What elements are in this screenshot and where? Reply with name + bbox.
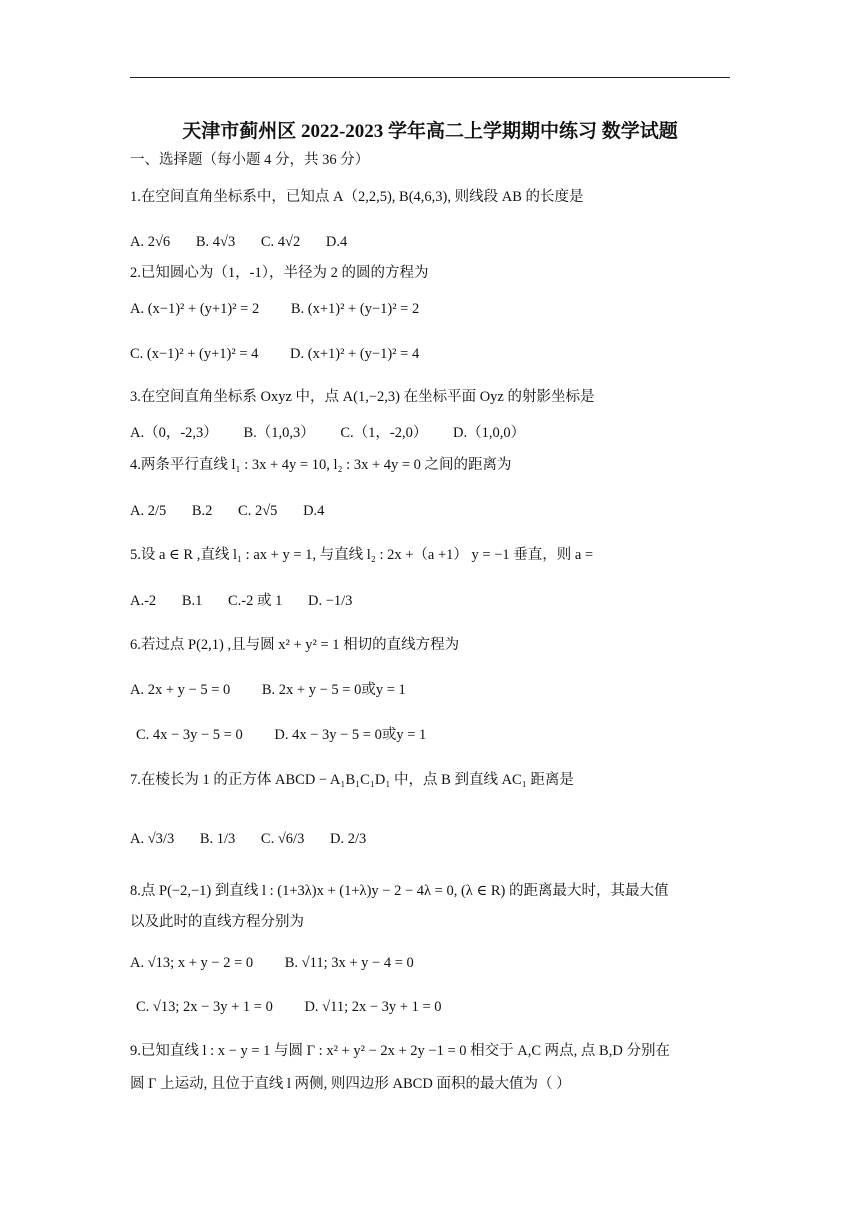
question-7-stem: 7.在棱长为 1 的正方体 ABCD − A₁B₁C₁D₁ 中，点 B 到直线 AC₁ 距离是	[130, 772, 574, 788]
option-b: B. √11; 3x + y − 4 = 0	[284, 954, 414, 971]
option-d: D. √11; 2x − 3y + 1 = 0	[304, 998, 442, 1015]
question-5-options	[130, 590, 374, 611]
question-2-options-row2	[130, 343, 441, 364]
option-b: B. 4√3	[195, 233, 236, 250]
option-d: D. 4x − 3y − 5 = 0或y = 1	[274, 726, 427, 743]
page-title: 天津市蓟州区 2022-2023 学年高二上学期期中练习 数学试题	[182, 121, 678, 142]
option-d: D. −1/3	[307, 592, 353, 609]
option-d: D.4	[325, 233, 348, 250]
option-a: A. (x−1)² + (y+1)² = 2	[130, 300, 260, 317]
question-6-stem: 6.若过点 P(2,1) ,且与圆 x² + y² = 1 相切的直线方程为	[130, 637, 460, 653]
question-9-stem: 9.已知直线 l : x − y = 1 与圆 Γ : x² + y² − 2x + 2y −1 = 0 相交于 A,C 两点, 点 B,D 分别在	[130, 1043, 670, 1059]
option-b: B.2	[191, 502, 213, 519]
option-a: A. 2x + y − 5 = 0	[130, 681, 231, 698]
question-3-stem: 3.在空间直角坐标系 Oxyz 中，点 A(1,−2,3) 在坐标平面 Oyz 的射影坐标是	[130, 389, 595, 405]
option-d: D.4	[303, 502, 325, 519]
question-9-stem-cont: 圆 Γ 上运动, 且位于直线 l 两侧, 则四边形 ABCD 面积的最大值为（ ）	[130, 1076, 571, 1092]
question-8-stem: 8.点 P(−2,−1) 到直线 l : (1+3λ)x + (1+λ)y − 2 − 4λ = 0, (λ ∈ R) 的距离最大时，其最大值	[130, 883, 669, 899]
question-6-options-row2	[136, 724, 448, 745]
option-c: C.（1，-2,0）	[340, 424, 428, 441]
option-a: A. √13; x + y − 2 = 0	[130, 954, 254, 971]
option-d: D. (x+1)² + (y−1)² = 4	[290, 345, 420, 362]
question-5-stem: 5.设 a ∈ R ,直线 l₁ : ax + y = 1, 与直线 l₂ : 2x +（a +1） y = −1 垂直，则 a =	[130, 547, 594, 563]
question-2-options-row1	[130, 298, 441, 319]
question-8-options-row1	[130, 952, 436, 973]
option-b: B. (x+1)² + (y−1)² = 2	[290, 300, 420, 317]
question-8-options-row2	[136, 996, 464, 1017]
option-a: A. √3/3	[130, 830, 175, 847]
option-c: C. 4x − 3y − 5 = 0	[136, 726, 243, 743]
top-rule	[130, 77, 730, 78]
option-c: C. 4√2	[260, 233, 301, 250]
option-c: C. 2√5	[238, 502, 278, 519]
option-d: D. 2/3	[329, 830, 367, 847]
option-b: B. 1/3	[199, 830, 236, 847]
question-6-options-row1	[130, 679, 428, 700]
question-2-stem: 2.已知圆心为（1，-1），半径为 2 的圆的方程为	[130, 265, 429, 281]
option-c: C. √6/3	[260, 830, 305, 847]
option-b: B. 2x + y − 5 = 0或y = 1	[261, 681, 406, 698]
question-4-options	[130, 500, 346, 521]
question-4-stem: 4.两条平行直线 l₁ : 3x + 4y = 10, l₂ : 3x + 4y = 0 之间的距离为	[130, 457, 512, 473]
option-c: C. (x−1)² + (y+1)² = 4	[130, 345, 259, 362]
question-3-options	[130, 422, 547, 443]
question-8-stem-cont: 以及此时的直线方程分别为	[130, 914, 304, 930]
section-heading: 一、选择题（每小题 4 分，共 36 分）	[130, 152, 370, 168]
option-a: A.-2	[130, 592, 157, 609]
option-b: B.（1,0,3）	[243, 424, 315, 441]
option-b: B.1	[181, 592, 203, 609]
question-1-stem: 1.在空间直角坐标系中，已知点 A（2,2,5), B(4,6,3), 则线段 AB 的长度是	[130, 189, 584, 205]
question-1-options	[130, 231, 369, 252]
option-a: A. 2√6	[130, 233, 171, 250]
option-d: D.（1,0,0）	[452, 424, 526, 441]
option-a: A. 2/5	[130, 502, 167, 519]
option-c: C. √13; 2x − 3y + 1 = 0	[136, 998, 273, 1015]
option-a: A.（0，-2,3）	[130, 424, 218, 441]
option-c: C.-2 或 1	[227, 592, 283, 609]
question-7-options	[130, 828, 388, 849]
